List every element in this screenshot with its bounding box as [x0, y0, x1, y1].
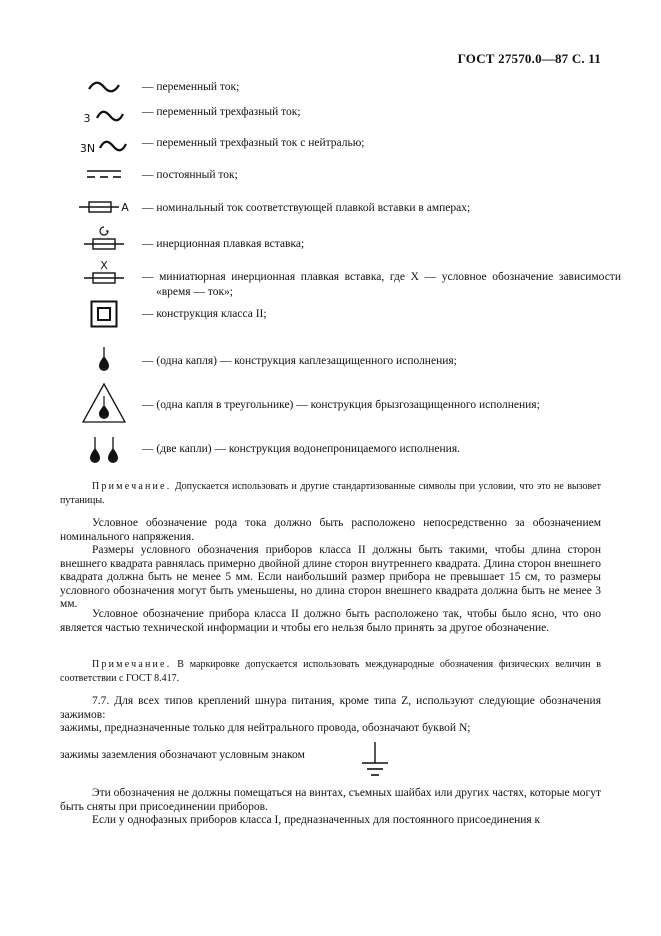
drip-proof-icon [70, 346, 138, 372]
symbol-desc: — переменный ток; [142, 81, 240, 93]
symbol-label: X [100, 259, 108, 272]
symbol-desc: — (одна капля в треугольнике) — конструкция брызгозащищенного исполнения; [142, 399, 540, 411]
symbol-desc: — номинальный ток соответствующей плавкой вставки в амперах; [142, 202, 471, 214]
symbol-desc: — постоянный ток; [142, 169, 238, 181]
miniature-time-lag-fuse-icon [70, 260, 138, 285]
symbol-suffix: A [121, 200, 129, 214]
symbol-desc: — (две капли) — конструкция водонепроницаемого исполнения. [142, 443, 460, 455]
earth-terminal-text: зажимы заземления обозначают условным знаком [60, 749, 305, 761]
fuse-rated-current-icon [70, 200, 138, 214]
symbol-desc: — переменный трехфазный ток с нейтралью; [142, 137, 365, 149]
note-text: В маркировке допускается использовать международные обозначения физических величин в соответствии с ГОСТ 8.417. [60, 659, 601, 684]
symbol-desc: — (одна капля) — конструкция каплезащищенного исполнения; [142, 355, 457, 367]
direct-current-icon [70, 168, 138, 180]
earth-ground-icon [360, 741, 390, 779]
earth-terminal-line [60, 749, 305, 763]
class-ii-construction-icon [70, 300, 138, 328]
note-text: Допускается использовать и другие стандартизованные символы при условии, что это не вызовет путаницы. [60, 481, 601, 506]
paragraph-class-i: Если у однофазных приборов класса I, предназначенных для постоянного присоединения к [92, 814, 541, 826]
neutral-terminal-text: зажимы, предназначенные только для нейтрального провода, обозначают буквой N; [60, 722, 471, 734]
three-phase-ac-neutral-icon [70, 136, 138, 155]
paragraph-class-ii-placement: Условное обозначение прибора класса II должно быть расположено так, чтобы было ясно, что оно является частью технической информации и чтобы его нельзя было принять за другое обозначение. [60, 608, 601, 634]
symbol-desc: — инерционная плавкая вставка; [142, 238, 305, 250]
note-1 [60, 480, 601, 507]
page-header: ГОСТ 27570.0—87 С. 11 [457, 51, 601, 66]
paragraph-screws: Эти обозначения не должны помещаться на винтах, съемных шайбах или других частях, которые могут быть сняты при присоединении приборов. [60, 787, 601, 813]
note-label: Примечание. [92, 659, 172, 670]
section-7-7-intro: 7.7. Для всех типов креплений шнура питания, кроме типа Z, используют следующие обозначения зажимов: [60, 695, 601, 721]
alternating-current-icon [70, 80, 138, 94]
note-2 [60, 658, 601, 685]
paragraph-current-type: Условное обозначение рода тока должно быть расположено непосредственно за обозначением номинального напряжения. [60, 517, 601, 543]
symbol-desc: — миниатюрная инерционная плавкая вставка, где X — условное обозначение зависимости «время — ток»; [142, 271, 621, 298]
symbol-prefix: 3 [83, 112, 91, 125]
splash-proof-icon [70, 382, 138, 424]
symbol-desc: — переменный трехфазный ток; [142, 106, 301, 118]
note-label: Примечание. [92, 481, 172, 492]
watertight-icon [70, 436, 138, 466]
paragraph-class-ii-size: Размеры условного обозначения приборов класса II должны быть такими, чтобы длина сторон внешнего квадрата равнялась примерно двойной длине сторон внутреннего квадрата. Длина сторон внешнего квадрата должна быть не менее 5 мм. Если наибольший размер прибора не превышает 15 см, то размеры условного обозначения могут быть уменьшены, но длина сторон внешнего квадрата должна быть не менее 3 мм. [60, 544, 601, 611]
symbol-prefix: 3N [79, 142, 96, 155]
time-lag-fuse-icon [70, 224, 138, 252]
symbol-desc: — конструкция класса II; [142, 308, 267, 320]
three-phase-ac-icon [70, 106, 138, 125]
